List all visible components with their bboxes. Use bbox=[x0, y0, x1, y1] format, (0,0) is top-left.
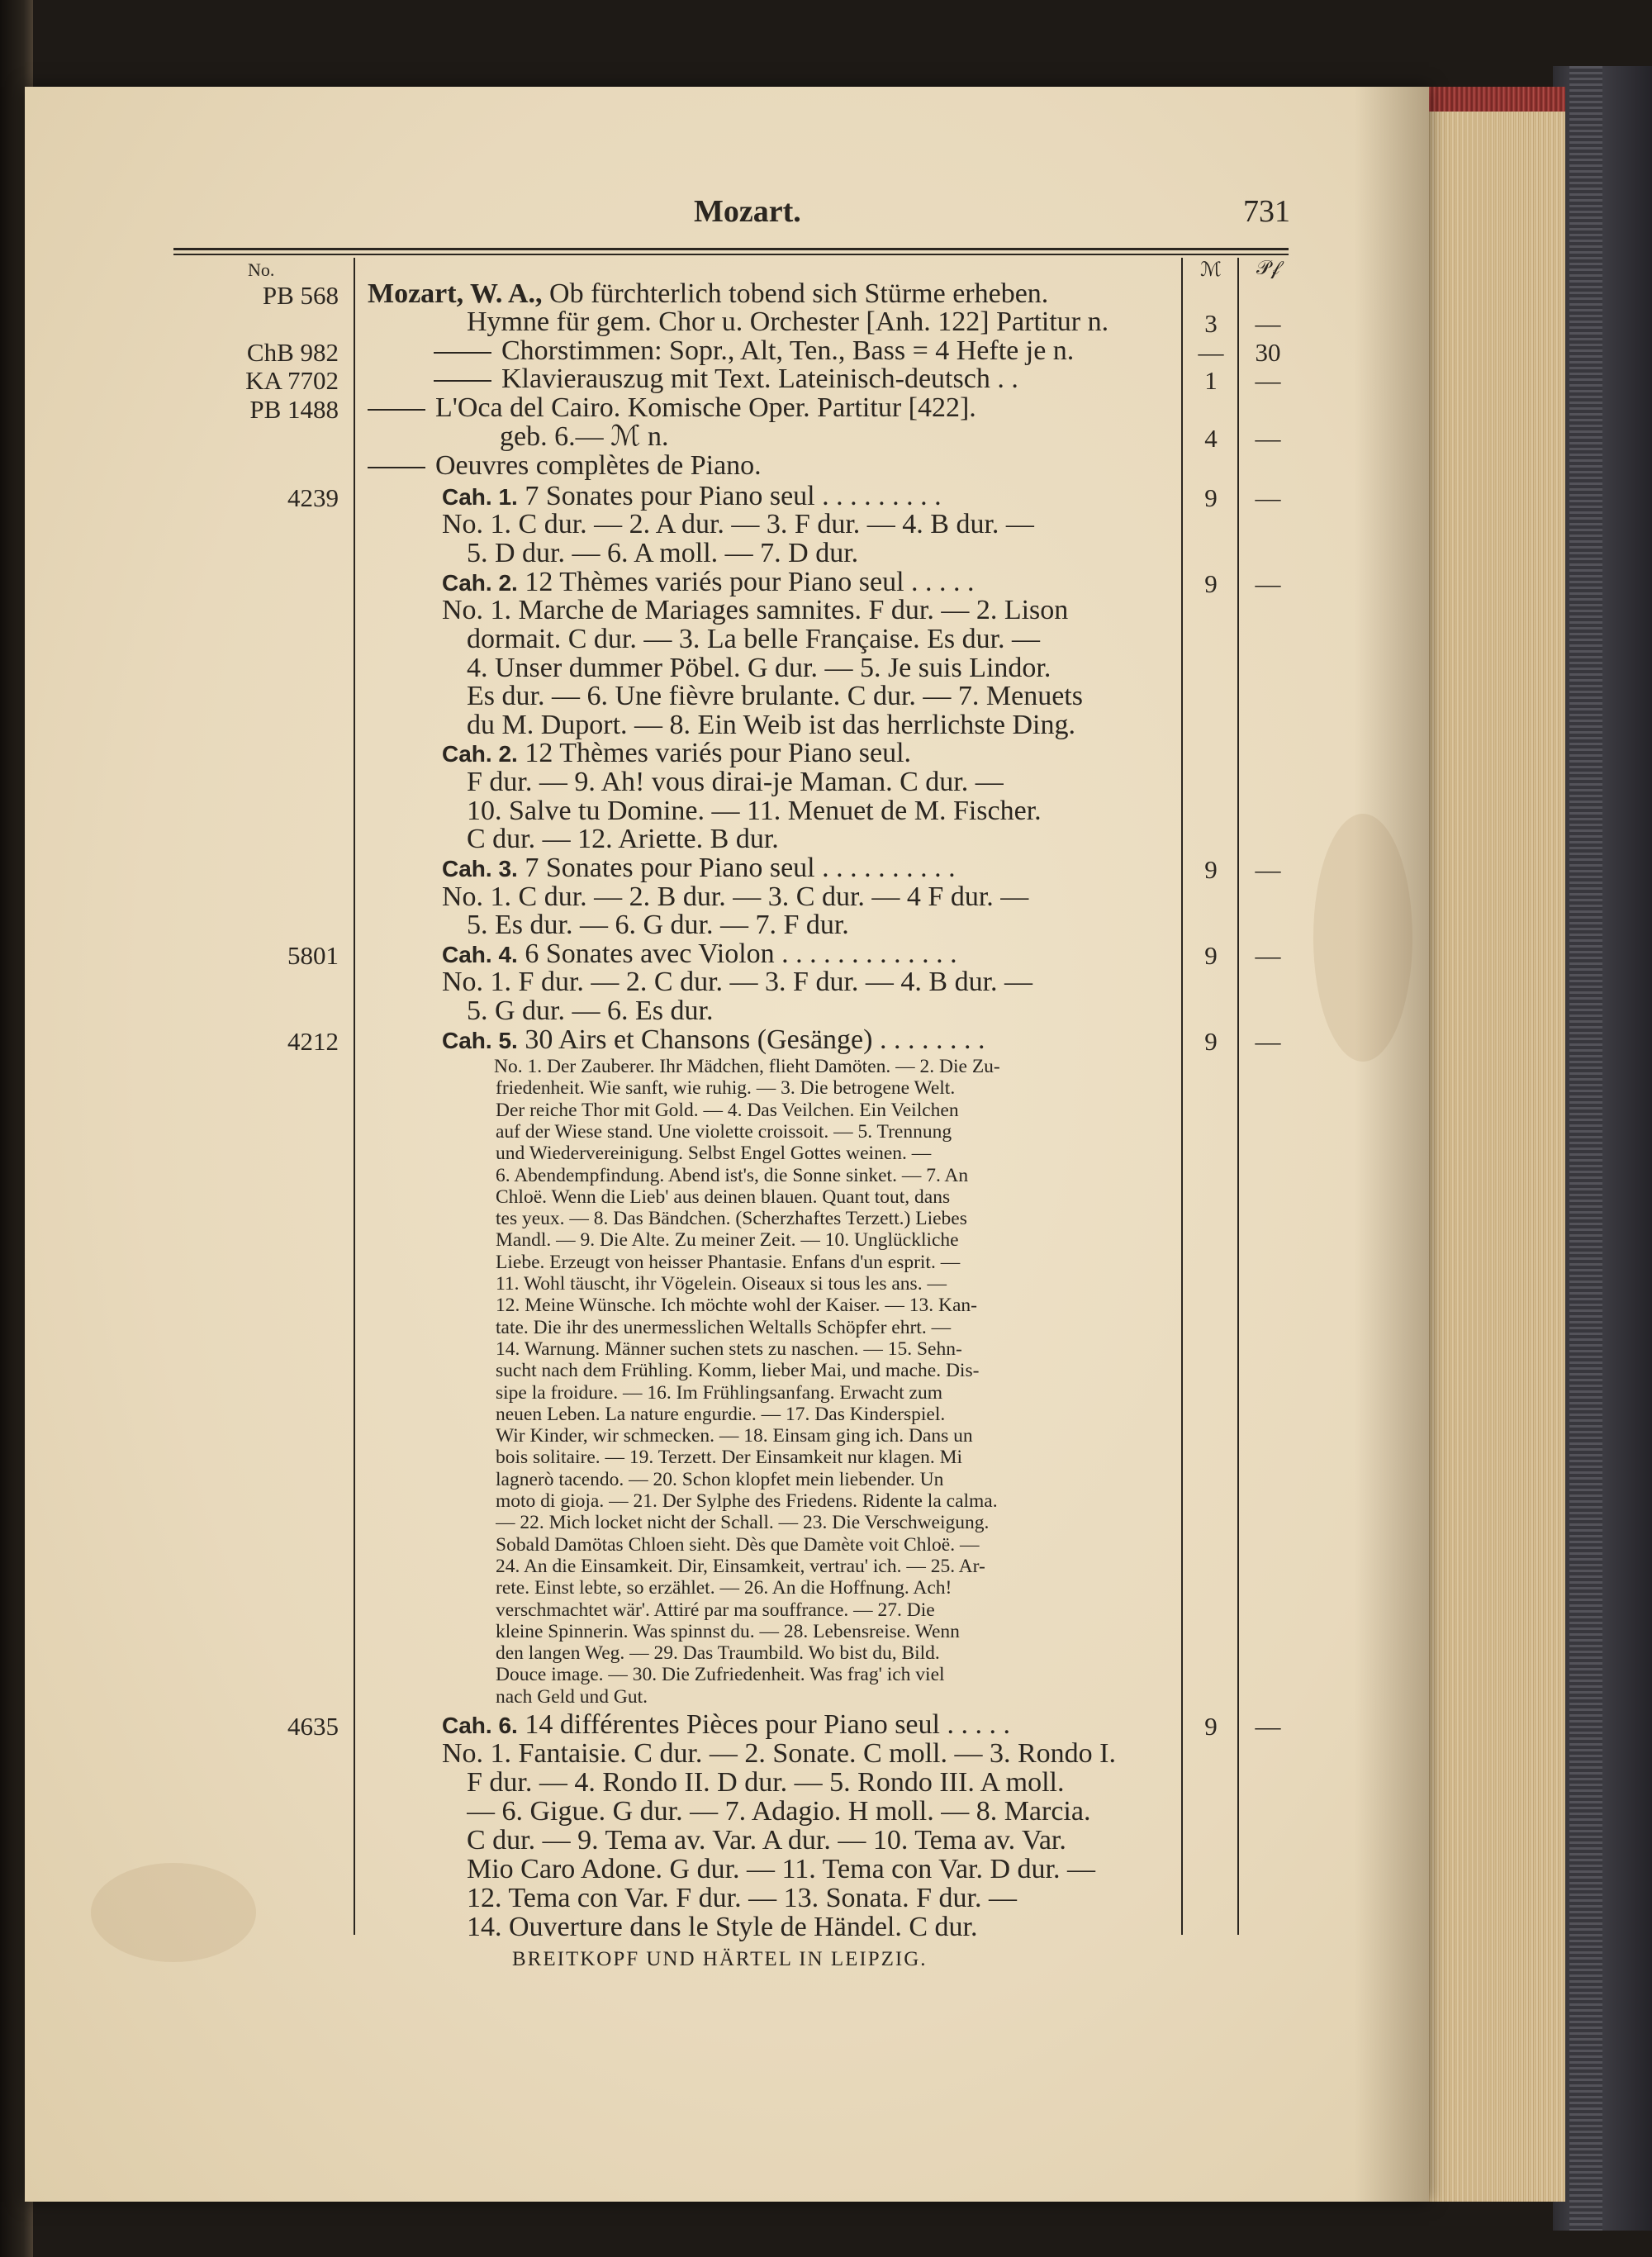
catalog-entry-text bbox=[442, 939, 1239, 969]
entry-description: 14 différentes Pièces pour Piano seul . . . . . bbox=[517, 1710, 1010, 1740]
catalog-entry-text bbox=[467, 653, 1165, 682]
catalog-number: 4212 bbox=[287, 1027, 339, 1056]
publisher-footer: BREITKOPF UND HÄRTEL IN LEIPZIG. bbox=[512, 1948, 928, 1970]
entry-description: C dur. — 12. Ariette. B dur. bbox=[467, 824, 779, 853]
ditto-dash bbox=[368, 409, 425, 411]
song-list-line: Douce image. — 30. Die Zufriedenheit. Was frag' ich viel bbox=[496, 1664, 945, 1686]
catalog-entry-text bbox=[368, 451, 1165, 480]
catalog-entry-text bbox=[467, 767, 1165, 796]
catalog-entry-text bbox=[467, 710, 1165, 739]
catalog-entry-text bbox=[467, 996, 1165, 1025]
entry-description: 4. Unser dummer Pöbel. G dur. — 5. Je suis Lindor. bbox=[467, 653, 1051, 682]
catalog-entry-text bbox=[467, 796, 1165, 825]
catalog-entry-text bbox=[442, 1710, 1239, 1740]
song-list-line: No. 1. Der Zauberer. Ihr Mädchen, flieht Damöten. — 2. Die Zu- bbox=[494, 1056, 1000, 1077]
song-list-line: Liebe. Erzeugt von heisser Phantasie. Enfans d'un esprit. — bbox=[496, 1251, 961, 1273]
catalog-entry-text bbox=[442, 967, 1165, 996]
catalog-entry-text bbox=[467, 824, 1165, 853]
header-rule bbox=[173, 254, 1289, 255]
catalog-entry-text bbox=[467, 682, 1165, 710]
catalog-entry-text bbox=[442, 1025, 1239, 1055]
catalog-entry-text: C dur. — 9. Tema av. Var. A dur. — 10. Tema av. Var. bbox=[467, 1826, 1066, 1855]
catalog-entry-text: 14. Ouverture dans le Style de Händel. C dur. bbox=[467, 1913, 978, 1941]
price-pfennig: — bbox=[1255, 569, 1281, 598]
entry-description: 12 Thèmes variés pour Piano seul. bbox=[517, 739, 912, 768]
catalog-number: KA 7702 bbox=[245, 366, 339, 395]
song-list-line: bois solitaire. — 19. Terzett. Der Einsamkeit nur klagen. Mi bbox=[496, 1447, 963, 1469]
price-pfennig: — bbox=[1255, 855, 1281, 884]
entry-description: Ob fürchterlich tobend sich Stürme erheben. bbox=[542, 279, 1049, 308]
ditto-dash bbox=[434, 380, 491, 382]
song-list-line: den langen Weg. — 29. Das Traumbild. Wo bist du, Bild. bbox=[496, 1642, 940, 1665]
price-pfennig: — bbox=[1255, 366, 1281, 395]
song-list-line: Mandl. — 9. Die Alte. Zu meiner Zeit. — 10. Unglückliche bbox=[496, 1229, 959, 1252]
catalog-entry-text bbox=[442, 510, 1165, 539]
entry-description: No. 1. C dur. — 2. B dur. — 3. C dur. — 4 F dur. — bbox=[442, 882, 1029, 911]
song-list-line: Sobald Damötas Chloen sieht. Dès que Damète voit Chloë. — bbox=[496, 1533, 980, 1556]
song-list-line: 11. Wohl täuscht, ihr Vögelein. Oiseaux si tous les ans. — bbox=[496, 1273, 947, 1295]
entry-description: 5. D dur. — 6. A moll. — 7. D dur. bbox=[467, 539, 859, 568]
entry-description: 30 Airs et Chansons (Gesänge) . . . . . . . . bbox=[517, 1025, 985, 1055]
entry-description: du M. Duport. — 8. Ein Weib ist das herrlichste Ding. bbox=[467, 710, 1075, 739]
entry-description: F dur. — 9. Ah! vous dirai-je Maman. C dur. — bbox=[467, 767, 1004, 796]
price-mark: 9 bbox=[1204, 1712, 1218, 1741]
catalog-number: 4635 bbox=[287, 1712, 339, 1741]
column-label-no: No. bbox=[248, 259, 275, 280]
price-mark: 9 bbox=[1204, 855, 1218, 884]
entry-description: dormait. C dur. — 3. La belle Française. Es dur. — bbox=[467, 625, 1041, 653]
entry-description: 10. Salve tu Domine. — 11. Menuet de M. Fischer. bbox=[467, 796, 1042, 825]
song-list-line: Chloë. Wenn die Lieb' aus deinen blauen. Quant tout, dans bbox=[496, 1186, 951, 1208]
price-mark: — bbox=[1198, 338, 1224, 367]
cahier-label: Cah. 2. bbox=[442, 570, 518, 596]
price-pfennig: — bbox=[1255, 1712, 1281, 1741]
entry-description: Chorstimmen: Sopr., Alt, Ten., Bass = 4 Hefte je n. bbox=[501, 336, 1075, 365]
header-rule bbox=[173, 248, 1289, 250]
ditto-dash bbox=[434, 352, 491, 354]
entry-description: No. 1. C dur. — 2. A dur. — 3. F dur. — 4. B dur. — bbox=[442, 510, 1034, 539]
price-mark: 9 bbox=[1204, 483, 1218, 512]
page-title: Mozart. bbox=[694, 194, 801, 229]
column-divider bbox=[354, 258, 355, 1935]
song-list-line: 6. Abendempfindung. Abend ist's, die Sonne sinket. — 7. An bbox=[496, 1164, 969, 1186]
price-mark: 9 bbox=[1204, 1027, 1218, 1056]
song-list-line: lagnerò tacendo. — 20. Schon klopfet mein liebender. Un bbox=[496, 1468, 944, 1490]
catalog-entry-text bbox=[368, 393, 1165, 422]
catalog-entry-text bbox=[467, 307, 1165, 336]
catalog-entry-text bbox=[442, 482, 1239, 511]
entry-description: 5. Es dur. — 6. G dur. — 7. F dur. bbox=[467, 910, 849, 939]
entry-description: Klavierauszug mit Text. Lateinisch-deutsch . . bbox=[501, 364, 1018, 393]
entry-description: Hymne für gem. Chor u. Orchester [Anh. 122] Partitur n. bbox=[467, 307, 1109, 336]
price-pfennig: — bbox=[1255, 941, 1281, 970]
catalog-entry-text: F dur. — 4. Rondo II. D dur. — 5. Rondo III. A moll. bbox=[467, 1768, 1065, 1797]
catalog-entry-text: No. 1. Fantaisie. C dur. — 2. Sonate. C moll. — 3. Rondo I. bbox=[442, 1739, 1116, 1768]
binding-shadow bbox=[1355, 87, 1429, 2202]
price-mark: 9 bbox=[1204, 941, 1218, 970]
catalog-entry-text bbox=[467, 910, 1165, 939]
catalog-number: ChB 982 bbox=[246, 338, 339, 367]
column-label-pf: 𝒫𝒻 bbox=[1256, 258, 1279, 279]
entry-description: 7 Sonates pour Piano seul . . . . . . . . . . bbox=[517, 853, 956, 883]
price-mark: 3 bbox=[1204, 309, 1218, 338]
entry-description: 5. G dur. — 6. Es dur. bbox=[467, 996, 714, 1025]
catalog-entry-text bbox=[467, 625, 1165, 653]
catalog-entry-text bbox=[442, 596, 1165, 625]
catalog-entry-text bbox=[368, 279, 1165, 308]
entry-description: geb. 6.— ℳ n. bbox=[500, 422, 669, 451]
catalog-entry-text bbox=[500, 422, 1165, 451]
song-list-line: sipe la froidure. — 16. Im Frühlingsanfang. Erwacht zum bbox=[496, 1381, 943, 1404]
catalog-entry-text bbox=[442, 853, 1239, 883]
book-cover-edge bbox=[1553, 66, 1652, 2231]
entry-description: No. 1. Marche de Mariages samnites. F dur. — 2. Lison bbox=[442, 596, 1069, 625]
catalog-number: 5801 bbox=[287, 941, 339, 970]
column-label-mark: ℳ bbox=[1200, 259, 1222, 281]
entry-description: L'Oca del Cairo. Komische Oper. Partitur [422]. bbox=[435, 393, 976, 422]
catalog-entry-text: Mio Caro Adone. G dur. — 11. Tema con Var. D dur. — bbox=[467, 1855, 1095, 1884]
cahier-label: Cah. 5. bbox=[442, 1028, 518, 1053]
catalog-number: PB 1488 bbox=[249, 395, 339, 424]
entry-description: 6 Sonates avec Violon . . . . . . . . . . . . . bbox=[517, 939, 957, 969]
song-list-line: tate. Die ihr des unermesslichen Weltalls Schöpfer ehrt. — bbox=[496, 1316, 952, 1338]
price-pfennig: — bbox=[1255, 309, 1281, 338]
catalog-entry-text bbox=[442, 882, 1165, 911]
catalog-entry-text bbox=[442, 739, 1239, 768]
song-list-line: und Wiedervereinigung. Selbst Engel Gottes weinen. — bbox=[496, 1143, 932, 1165]
song-list-line: 12. Meine Wünsche. Ich möchte wohl der Kaiser. — 13. Kan- bbox=[496, 1295, 977, 1317]
song-list-line: auf der Wiese stand. Une violette croissoit. — 5. Trennung bbox=[496, 1120, 952, 1143]
cahier-label: Cah. 6. bbox=[442, 1713, 518, 1738]
page-edges bbox=[1425, 87, 1565, 2202]
catalog-entry-text: — 6. Gigue. G dur. — 7. Adagio. H moll. — 8. Marcia. bbox=[467, 1797, 1091, 1826]
song-list-line: nach Geld und Gut. bbox=[496, 1685, 648, 1708]
entry-description: 12 Thèmes variés pour Piano seul . . . . . bbox=[517, 568, 975, 597]
catalog-entry-text bbox=[434, 364, 1132, 393]
song-list-line: — 22. Mich locket nicht der Schall. — 23. Die Verschweigung. bbox=[496, 1512, 990, 1534]
song-list-line: verschmachtet wär'. Attiré par ma souffrance. — 27. Die bbox=[496, 1599, 935, 1621]
song-list-line: 14. Warnung. Männer suchen stets zu naschen. — 15. Sehn- bbox=[496, 1338, 962, 1360]
composer-name: Mozart, W. A., bbox=[368, 279, 543, 308]
price-mark: 4 bbox=[1204, 424, 1218, 453]
entry-description: Es dur. — 6. Une fièvre brulante. C dur. — 7. Menuets bbox=[467, 682, 1083, 710]
song-list-line: 24. An die Einsamkeit. Dir, Einsamkeit, vertrau' ich. — 25. Ar- bbox=[496, 1555, 985, 1577]
song-list-line: Wir Kinder, wir schmecken. — 18. Einsam ging ich. Dans un bbox=[496, 1425, 973, 1447]
catalog-entry-text bbox=[442, 568, 1239, 597]
entry-description: No. 1. F dur. — 2. C dur. — 3. F dur. — 4. B dur. — bbox=[442, 967, 1033, 996]
catalog-entry-text bbox=[434, 336, 1132, 365]
song-list-line: sucht nach dem Frühling. Komm, lieber Mai, und mache. Dis- bbox=[496, 1360, 980, 1382]
cahier-label: Cah. 1. bbox=[442, 484, 518, 510]
paper-stain bbox=[91, 1863, 256, 1962]
catalog-entry-text bbox=[467, 539, 1165, 568]
catalog-number: PB 568 bbox=[262, 281, 339, 310]
price-pfennig: — bbox=[1255, 424, 1281, 453]
song-list-line: tes yeux. — 8. Das Bändchen. (Scherzhaftes Terzett.) Liebes bbox=[496, 1208, 967, 1230]
price-pfennig: 30 bbox=[1255, 338, 1281, 367]
price-mark: 1 bbox=[1204, 366, 1218, 395]
song-list-line: friedenheit. Wie sanft, wie ruhig. — 3. Die betrogene Welt. bbox=[496, 1077, 956, 1100]
song-list-line: kleine Spinnerin. Was spinnst du. — 28. Lebensreise. Wenn bbox=[496, 1620, 960, 1642]
ditto-dash bbox=[368, 467, 425, 468]
catalog-number: 4239 bbox=[287, 483, 339, 512]
price-pfennig: — bbox=[1255, 483, 1281, 512]
cahier-label: Cah. 3. bbox=[442, 856, 518, 881]
page-number: 731 bbox=[1243, 194, 1290, 229]
entry-description: 7 Sonates pour Piano seul . . . . . . . . . bbox=[517, 482, 942, 511]
catalog-entry-text: 12. Tema con Var. F dur. — 13. Sonata. F dur. — bbox=[467, 1884, 1017, 1913]
song-list-line: moto di gioja. — 21. Der Sylphe des Friedens. Ridente la calma. bbox=[496, 1490, 998, 1512]
song-list-line: Der reiche Thor mit Gold. — 4. Das Veilchen. Ein Veilchen bbox=[496, 1099, 959, 1121]
song-list-line: neuen Leben. La nature engurdie. — 17. Das Kinderspiel. bbox=[496, 1403, 946, 1425]
entry-description: Oeuvres complètes de Piano. bbox=[435, 451, 762, 480]
song-list-line: rete. Einst lebte, so erzählet. — 26. An die Hoffnung. Ach! bbox=[496, 1577, 952, 1599]
cahier-label: Cah. 4. bbox=[442, 942, 518, 967]
price-pfennig: — bbox=[1255, 1027, 1281, 1056]
cahier-label: Cah. 2. bbox=[442, 741, 518, 767]
price-mark: 9 bbox=[1204, 569, 1218, 598]
